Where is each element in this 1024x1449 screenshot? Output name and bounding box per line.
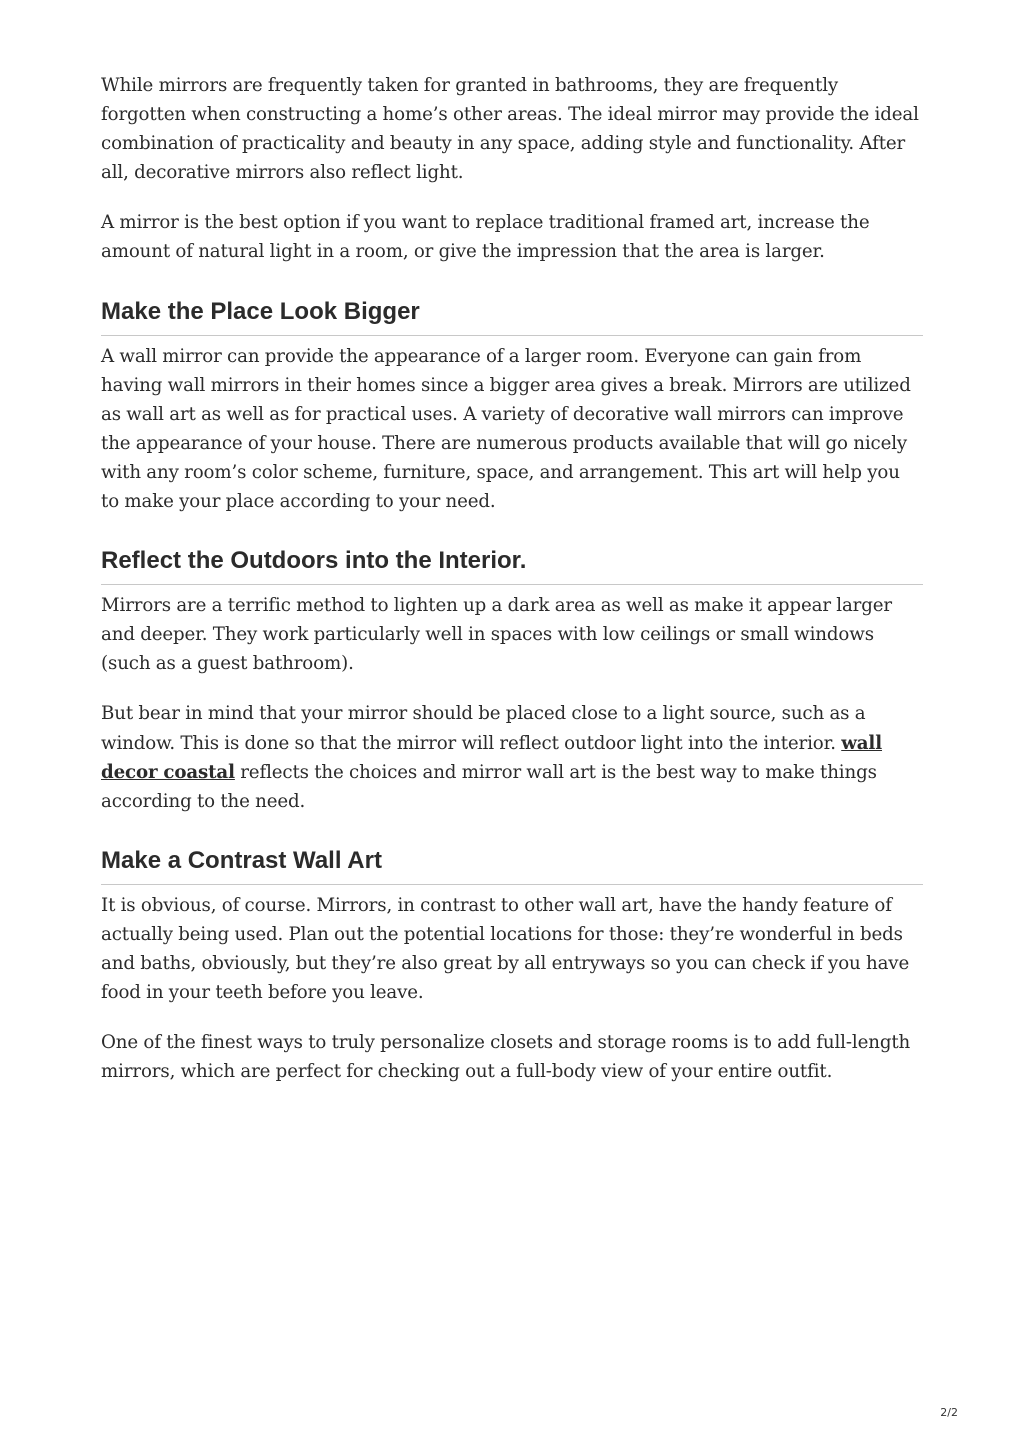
section-make-place-bigger bbox=[101, 297, 923, 517]
section-heading: Make the Place Look Bigger bbox=[101, 297, 923, 336]
section-paragraph: It is obvious, of course. Mirrors, in contrast to other wall art, have the handy feature of actually being used. Plan out the potential locations for those: they’re wonderful in beds and baths, obviously, but they’re also great by all entryways so you can check if you have food in your teeth before you leave. bbox=[101, 894, 910, 1004]
section-heading: Make a Contrast Wall Art bbox=[101, 846, 923, 885]
section-contrast-wall-art bbox=[101, 846, 923, 1087]
intro-paragraph-2: A mirror is the best option if you want to replace traditional framed art, increase the amount of natural light in a room, or give the impression that the area is larger. bbox=[101, 212, 870, 263]
paragraph-text-before-link: But bear in mind that your mirror should be placed close to a light source, such as a window. This is done so that the mirror will reflect outdoor light into the interior. bbox=[101, 703, 866, 754]
intro-paragraph-1: While mirrors are frequently taken for granted in bathrooms, they are frequently forgotten when constructing a home’s other areas. The ideal mirror may provide the ideal combination of practicality and beauty in any space, adding style and functionality. After all, decorative mirrors also reflect light. bbox=[101, 75, 919, 184]
section-paragraph: Mirrors are a terrific method to lighten up a dark area as well as make it appear larger and deeper. They work particularly well in spaces with low ceilings or small windows (such as a guest bathroom). bbox=[101, 595, 892, 675]
section-paragraph-with-link bbox=[101, 699, 923, 815]
wall-decor-coastal-link[interactable]: wall decor coastal bbox=[101, 732, 883, 783]
section-heading: Reflect the Outdoors into the Interior. bbox=[101, 546, 923, 585]
section-paragraph: A wall mirror can provide the appearance of a larger room. Everyone can gain from having wall mirrors in their homes since a bigger area gives a break. Mirrors are utilized as wall art as well as for practical uses. A variety of decorative wall mirrors can improve the appearance of your house. There are numerous products available that will go nicely with any room’s color scheme, furniture, space, and arrangement. This art will help you to make your place according to your need. bbox=[101, 345, 911, 513]
document-page bbox=[101, 71, 923, 1107]
paragraph-text-after-link: reflects the choices and mirror wall art is the best way to make things according to the need. bbox=[101, 761, 877, 812]
section-reflect-outdoors bbox=[101, 546, 923, 816]
page-number: 2/2 bbox=[940, 1406, 958, 1419]
section-paragraph: One of the finest ways to truly personalize closets and storage rooms is to add full-length mirrors, which are perfect for checking out a full-body view of your entire outfit. bbox=[101, 1032, 911, 1083]
